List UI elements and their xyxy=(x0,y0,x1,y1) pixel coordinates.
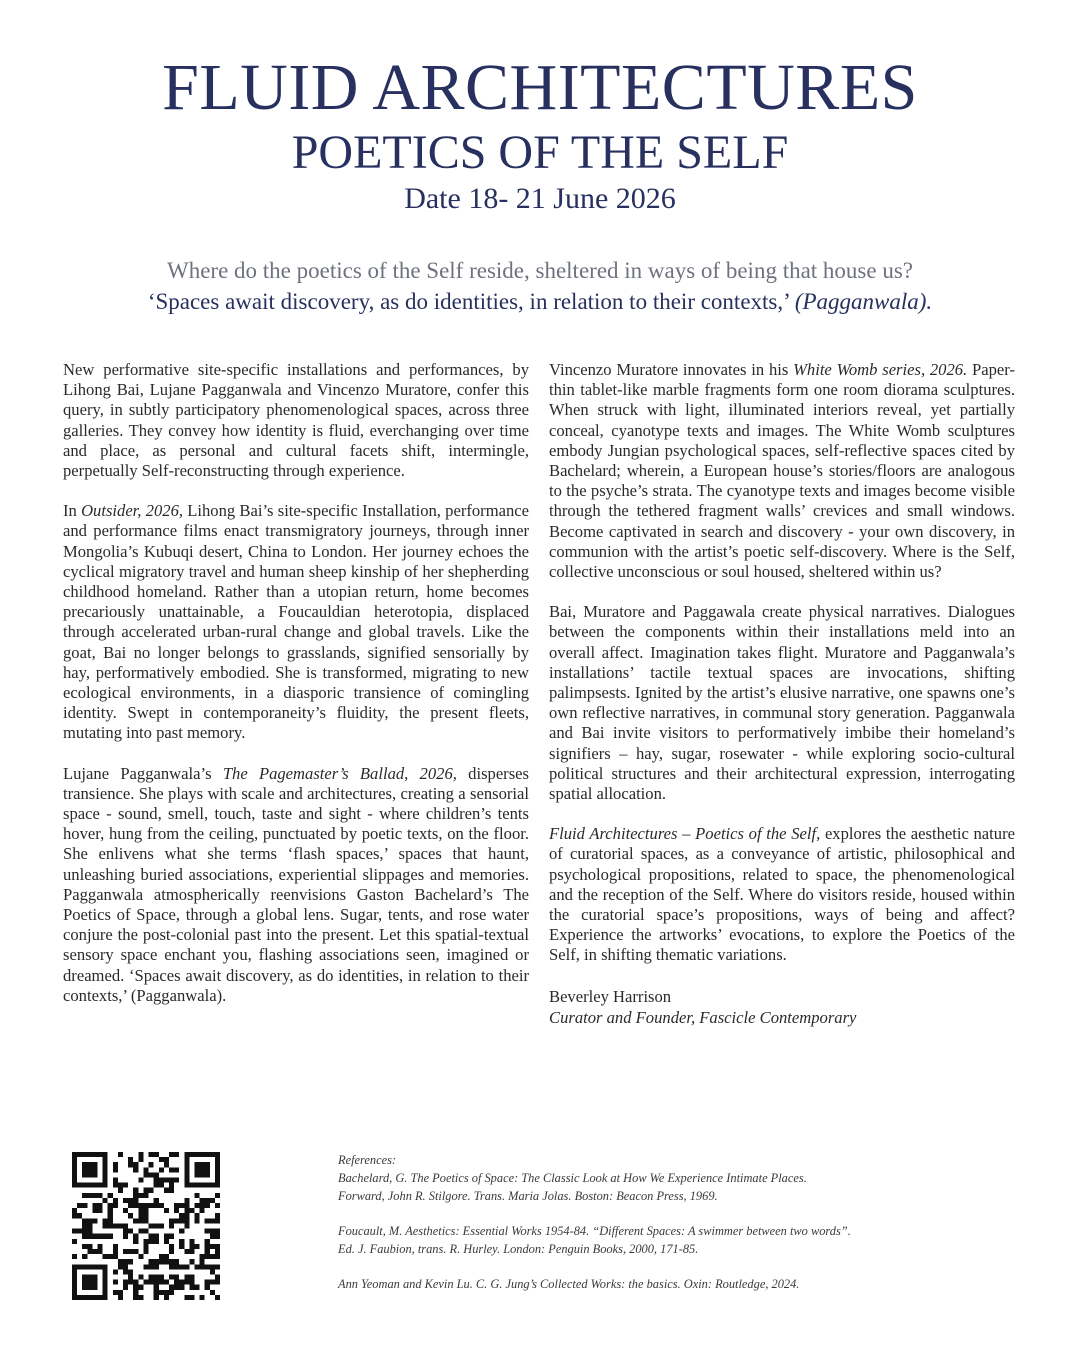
exhibition-title: Fluid Architectures – Poetics of the Self, xyxy=(549,824,821,844)
artwork-title: The Pagemaster’s Ballad, 2026, xyxy=(222,763,457,783)
references-heading: References: xyxy=(338,1153,397,1167)
artwork-title: White Womb series, 2026. xyxy=(793,360,968,379)
left-column xyxy=(63,360,529,1026)
paragraph-text: explores the aesthetic nature of curatorial spaces, as a conveyance of artistic, philosophical and psychological propositions, related to space, the phenomenological and the reception of the Self. Where do visitors reside, housed within the curatorial space’s propositions, ways of being and affect? Experience the artworks’ evocations, to explore the Poetics of the Self, in shifting thematic variations. xyxy=(549,824,1015,965)
reference-1-line-2: Forward, John R. Stilgore. Trans. Maria Jolas. Boston: Beacon Press, 1969. xyxy=(338,1189,718,1203)
paragraph-text: disperses transience. She plays with scale and architectures, creating a sensorial space - sound, smell, touch, taste and sight - where children’s tents hover, hung from the ceiling, punctuated by poetic texts, on the floor. She enlivens what she terms ‘flash spaces,’ spaces that haunt, unleashing buried associations, experiential slippages and memories. Pagganwala atmospherically reenvisions Gaston Bachelard’s The Poetics of Space, through a global lens. Sugar, tents, and rose water conjure the post-colonial past into the present. Let this spatial-textual sensory space enchant you, flashing associations seen, imagined or dreamed. ‘Spaces await discovery, as do identities, in relation to their contexts,’ (Pagganwala). xyxy=(63,763,529,1005)
paragraph-text: Lihong Bai’s site-specific Installation, performance and performance films enact transmigratory journeys, through inner Mongolia’s Kubuqi desert, China to London. Her journey echoes the cyclical migratory travel and human sheep kinship of her shepherding childhood homeland. Rather than a utopian return, home becomes precariously unattainable, a Foucauldian heterotopia, displaced through accelerated urban-rural change and global travels. Like the goat, Bai no longer belongs to grasslands, signified sensorially by hay, performatively embodied. She is transformed, migrating to new ecological environments, in a diasporic transience of comingling identity. Swept in contemporaneity’s fluidity, the present fleets, mutating into past memory. xyxy=(63,501,529,743)
paragraph-lead: Vincenzo Muratore innovates in his xyxy=(549,360,789,379)
signature-name: Beverley Harrison xyxy=(549,986,672,1006)
event-date: Date 18- 21 June 2026 xyxy=(404,182,676,215)
paragraph-exhibition xyxy=(549,824,1015,965)
paragraph-pagemaster xyxy=(63,764,529,1006)
qr-code-icon[interactable] xyxy=(72,1152,220,1300)
paragraph-lead: Lujane Pagganwala’s xyxy=(63,763,212,783)
signature xyxy=(549,986,1015,1028)
artwork-title: Outsider, 2026, xyxy=(81,501,184,521)
page-subtitle: POETICS OF THE SELF xyxy=(291,126,789,179)
references xyxy=(338,1151,1038,1293)
right-column xyxy=(549,360,1015,1028)
signature-role: Curator and Founder, Fascicle Contemporary xyxy=(549,1007,857,1027)
reference-1-line-1: Bachelard, G. The Poetics of Space: The Classic Look at How We Experience Intimate Places. xyxy=(338,1171,807,1185)
quote-attribution: (Pagganwala). xyxy=(794,289,933,314)
reference-2-line-1: Foucault, M. Aesthetics: Essential Works 1954-84. “Different Spaces: A swimmer between two words”. xyxy=(338,1224,851,1238)
paragraph-outsider xyxy=(63,501,529,743)
page-title: FLUID ARCHITECTURES xyxy=(162,51,918,124)
paragraph-narratives: Bai, Muratore and Paggawala create physical narratives. Dialogues between the components within their installations meld into an overall affect. Imagination takes flight. Muratore and Pagganwala’s installations’ tactile textual spaces are invocations, shifting palimpsests. Ignited by the artist’s elusive narrative, one spawns one’s own reflective narratives, in communal story generation. Pagganwala and Bai invite visitors to performatively imbibe their homeland’s signifiers – hay, sugar, rosewater - while exploring socio-cultural political structures and their architectural expression, interrogating spatial allocation. xyxy=(549,602,1015,804)
paragraph-text: Paper-thin tablet-like marble fragments form one room diorama sculptures. When struck with light, illuminated interiors reveal, yet partially conceal, cyanotype texts and images. The White Womb sculptures embody Jungian psychological spaces, self-reflective spaces cited by Bachelard; wherein, a European house’s stories/floors are analogous to the psyche’s strata. The cyanotype texts and images become visible through the tethered fragment walls’ crevices and small windows. Become captivated in search and discovery - your own discovery, in communion with the artist’s poetic self-discovery. Where is the Self, collective unconscious or soul housed, sheltered within us? xyxy=(549,360,1015,582)
paragraph-lead: In xyxy=(63,501,77,521)
quote-text: ‘Spaces await discovery, as do identities, in relation to their contexts,’ xyxy=(147,289,790,314)
paragraph-intro: New performative site-specific installations and performances, by Lihong Bai, Lujane Pagganwala and Vincenzo Muratore, confer this query, in subtly participatory phenomenological spaces, across three galleries. They convey how identity is fluid, everchanging over time and place, as personal and cultural facets shift, intermingle, perpetually Self-reconstructing through experience. xyxy=(63,360,529,481)
reference-2-line-2: Ed. J. Faubion, trans. R. Hurley. London: Penguin Books, 2000, 171-85. xyxy=(338,1242,699,1256)
intro-question: Where do the poetics of the Self reside, sheltered in ways of being that house us? xyxy=(167,258,913,283)
paragraph-white-womb xyxy=(549,360,1015,582)
intro-quote xyxy=(0,287,1080,317)
reference-3-line-1: Ann Yeoman and Kevin Lu. C. G. Jung’s Collected Works: the basics. Oxin: Routledge, 2024. xyxy=(338,1277,800,1291)
